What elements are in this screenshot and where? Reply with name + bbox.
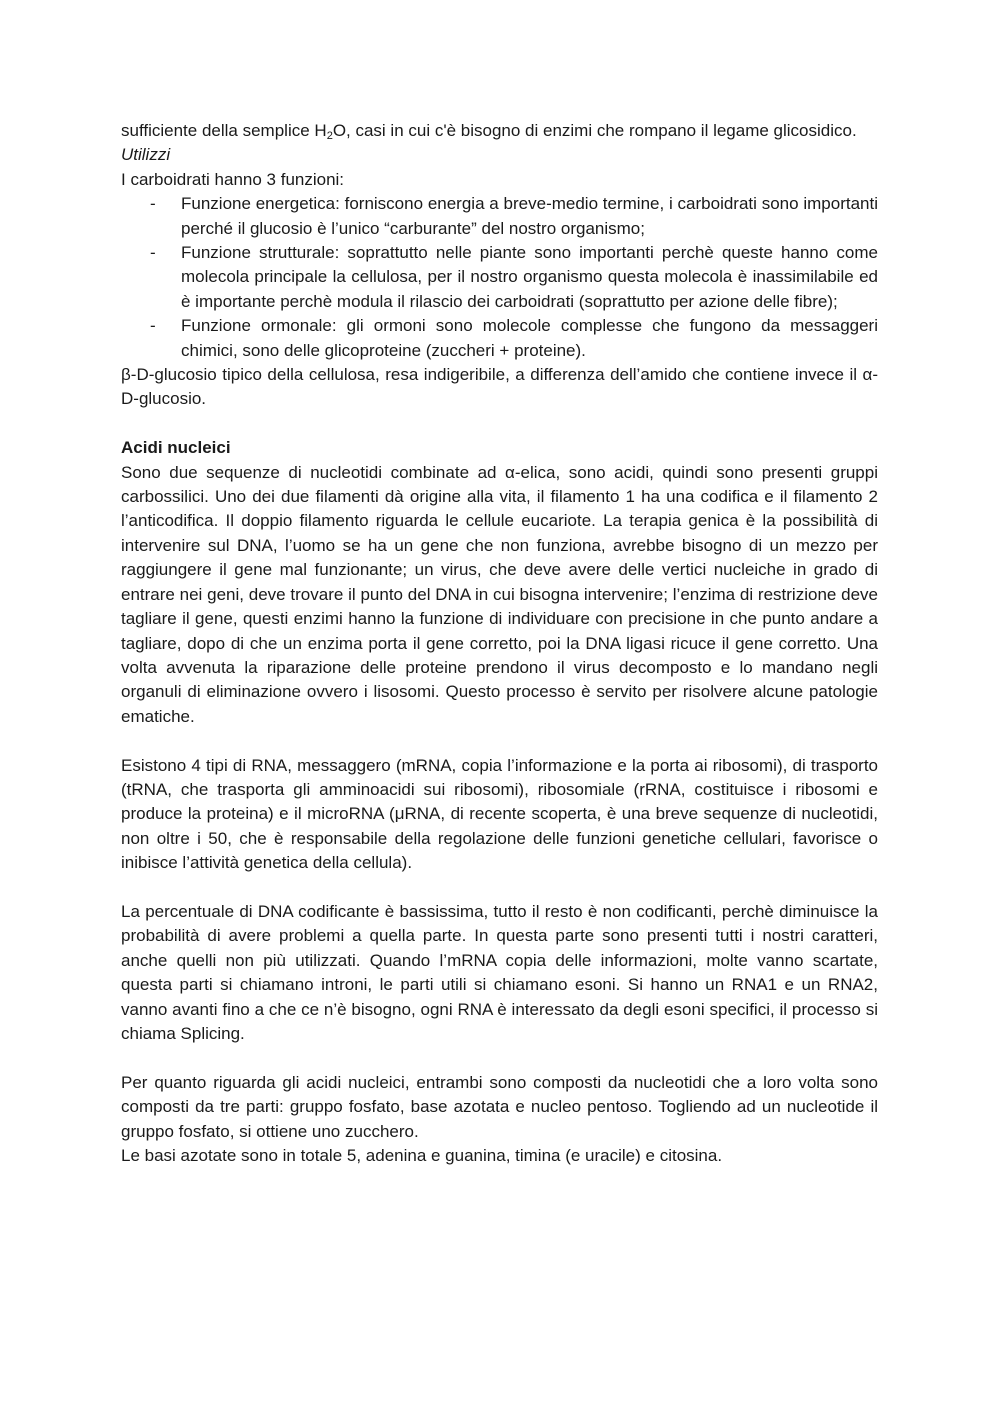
functions-list [121, 192, 878, 363]
list-item [121, 192, 878, 241]
spacer [121, 412, 878, 436]
h2o-subscript: 2 [326, 130, 333, 142]
intro-text-pre: sufficiente della semplice H [121, 121, 327, 140]
spacer [121, 876, 878, 900]
list-item [121, 241, 878, 314]
dash-bullet: - [150, 316, 156, 336]
intro-paragraph [121, 119, 878, 143]
spacer [121, 1046, 878, 1070]
dash-bullet: - [150, 243, 156, 263]
body-paragraph: Esistono 4 tipi di RNA, messaggero (mRNA, copia l’informazione e la porta ai ribosomi), di trasporto (tRNA, che trasporta gli amminoacidi sui ribosomi), ribosomiale (rRNA, costituisce i ribosomi e produce la proteina) e il microRNA (μRNA, di recente scoperta, è una breve sequenze di nucleotidi, non oltre i 50, che è responsabile della regolazione delle funzioni genetiche cellulari, favorisce o inibisce l’attività genetica della cellula). [121, 755, 878, 873]
spacer [121, 729, 878, 753]
body-paragraph: La percentuale di DNA codificante è bassissima, tutto il resto è non codificanti, perchè diminuisce la probabilità di avere problemi a quella parte. In questa parte sono presenti tutti i nostri caratteri, anche quelli non più utilizzati. Quando l’mRNA copia delle informazioni, molte vanno scartate, questa parti si chiamano introni, le parti utili si chiamano esoni. Si hanno un RNA1 e un RNA2, vanno avanti fino a che ce n’è bisogno, ogni RNA è interessato da degli esoni specifici, il processo si chiama Splicing. [121, 901, 878, 1043]
functions-intro: I carboidrati hanno 3 funzioni: [121, 169, 345, 189]
body-paragraph: Per quanto riguarda gli acidi nucleici, entrambi sono composti da nucleotidi che a loro volta sono composti da tre parti: gruppo fosfato, base azotata e nucleo pentoso. Togliendo ad un nucleotide il gruppo fosfato, si ottiene uno zucchero. [121, 1072, 878, 1141]
list-item-text: Funzione strutturale: soprattutto nelle piante sono importanti perchè queste hanno come molecola principale la cellulosa, per il nostro organismo questa molecola è inassimilabile ed è importante perchè modula il rilascio dei carboidrati (soprattutto per azione delle fibre); [181, 243, 878, 311]
section-title: Acidi nucleici [121, 438, 231, 458]
body-paragraph: Sono due sequenze di nucleotidi combinate ad α-elica, sono acidi, quindi sono presenti gruppi carbossilici. Uno dei due filamenti dà origine alla vita, il filamento 1 ha una codifica e il filamento 2 l’anticodifica. Il doppio filamento riguarda le cellule eucariote. La terapia genica è la possibilità di intervenire sul DNA, l’uomo se ha un gene che non funziona, avrebbe bisogno di un mezzo per raggiungere il gene mal funzionante; un virus, che deve avere delle vertici nucleiche in grado di entrare nei geni, deve trovare il punto del DNA in cui bisogna intervenire; l’enzima di restrizione deve tagliare il gene, questi enzimi hanno la funzione di individuare con precisione in che punto andare a tagliare, dopo di che un enzima porta il gene corretto, poi la DNA ligasi ricuce il gene corretto. Una volta avvenuta la riparazione delle proteine prendono il virus decomposto e lo mandano negli organuli di eliminazione ovvero i lisosomi. Questo processo è servito per risolvere alcune patologie ematiche. [121, 462, 878, 726]
list-item [121, 314, 878, 363]
body-paragraph: Le basi azotate sono in totale 5, adenina e guanina, timina (e uracile) e citosina. [121, 1146, 723, 1165]
list-item-text: Funzione ormonale: gli ormoni sono molecole complesse che fungono da messaggeri chimici, sono delle glicoproteine (zuccheri + proteine). [181, 316, 878, 360]
intro-text-post: O, casi in cui c'è bisogno di enzimi che rompano il legame glicosidico. [332, 121, 857, 140]
dash-bullet: - [150, 194, 156, 214]
document-page [121, 119, 878, 1168]
utilizzi-heading: Utilizzi [121, 145, 171, 165]
list-item-text: Funzione energetica: forniscono energia a breve-medio termine, i carboidrati sono importanti perché il glucosio è l’unico “carburante” del nostro organismo; [181, 194, 878, 238]
glucose-note: β-D-glucosio tipico della cellulosa, resa indigeribile, a differenza dell’amido che contiene invece il α-D-glucosio. [121, 365, 878, 409]
